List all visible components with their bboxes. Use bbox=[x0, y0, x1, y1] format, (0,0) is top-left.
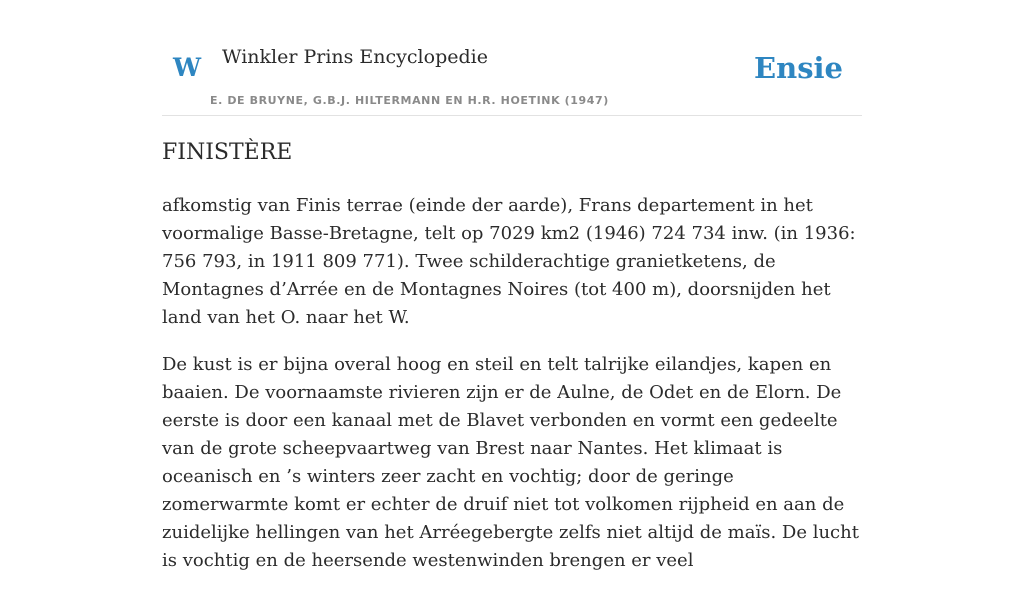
winkler-prins-logo[interactable]: W bbox=[173, 53, 202, 82]
ensie-logo-link[interactable]: Ensie bbox=[754, 51, 843, 85]
source-header bbox=[162, 38, 862, 116]
source-title[interactable]: Winkler Prins Encyclopedie bbox=[222, 46, 488, 68]
article-body bbox=[162, 192, 862, 594]
article-headword: FINISTÈRE bbox=[162, 140, 293, 165]
article-paragraph: De kust is er bijna overal hoog en steil en telt talrijke eilandjes, kapen en baaien. De voornaamste rivieren zijn er de Aulne, de Odet en de Elorn. De eerste is door een kanaal met de Blavet verbonden en vormt een gedeelte van de grote scheepvaartweg van Brest naar Nantes. Het klimaat is oceanisch en ’s winters zeer zacht en vochtig; door de geringe zomerwarmte komt er echter de druif niet tot volkomen rijpheid en aan de zuidelijke hellingen van het Arréegebergte zelfs niet altijd de maïs. De lucht is vochtig en de heersende westenwinden brengen er veel bbox=[162, 354, 859, 571]
source-authors: E. DE BRUYNE, G.B.J. HILTERMANN EN H.R. HOETINK (1947) bbox=[210, 94, 609, 107]
article-paragraph: afkomstig van Finis terrae (einde der aarde), Frans departement in het voormalige Basse-Bretagne, telt op 7029 km2 (1946) 724 734 inw. (in 1936: 756 793, in 1911 809 771). Twee schilderachtige granietketens, de Montagnes d’Arrée en de Montagnes Noires (tot 400 m), doorsnijden het land van het O. naar het W. bbox=[162, 195, 856, 328]
